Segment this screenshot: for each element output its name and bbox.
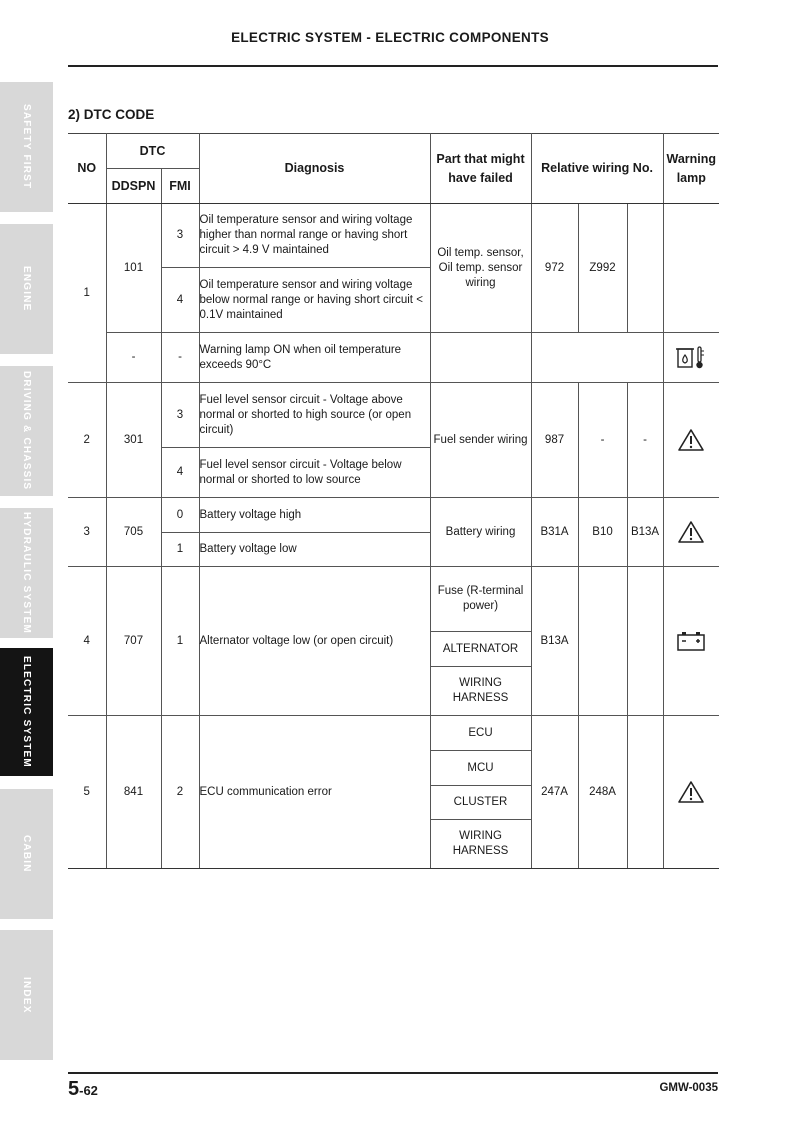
diagnosis-cell: ECU communication error	[199, 716, 430, 869]
row-no: 3	[68, 498, 106, 567]
tab-electric-system[interactable]	[0, 648, 53, 776]
page-number	[68, 1078, 98, 1101]
tab-safety-first[interactable]	[0, 82, 53, 212]
ddspn-cell: 101	[106, 204, 161, 333]
wiring-cell-1: B13A	[531, 567, 578, 716]
chapter-tabs	[0, 0, 53, 1124]
wiring-cell-3	[627, 567, 663, 716]
diagnosis-cell: Oil temperature sensor and wiring voltage below normal range or having short circuit < 0.1V maintained	[199, 268, 430, 333]
tab-label: INDEX	[21, 976, 32, 1014]
page-chapter-number: 5	[68, 1078, 80, 1100]
lamp-cell	[663, 383, 719, 498]
fmi-cell: 2	[161, 716, 199, 869]
document-code: GMW-0035	[659, 1082, 718, 1094]
wiring-cell-2: Z992	[578, 204, 627, 333]
page-header-title: ELECTRIC SYSTEM - ELECTRIC COMPONENTS	[231, 30, 549, 45]
part-cell: Oil temp. sensor, Oil temp. sensor wiring	[430, 204, 531, 333]
ddspn-cell: -	[106, 333, 161, 383]
tab-index[interactable]	[0, 930, 53, 1060]
table-row	[68, 383, 719, 448]
wiring-cell-1: 247A	[531, 716, 578, 869]
header-dtc: DTC	[106, 134, 199, 169]
fmi-cell: 3	[161, 383, 199, 448]
part-cell: Battery wiring	[430, 498, 531, 567]
header-diagnosis: Diagnosis	[199, 134, 430, 204]
table-row	[68, 204, 719, 268]
warning-triangle-icon	[677, 520, 705, 544]
lamp-cell	[663, 333, 719, 383]
diagnosis-cell: Battery voltage high	[199, 498, 430, 533]
part-cell: Fuel sender wiring	[430, 383, 531, 498]
wiring-cell-2	[578, 567, 627, 716]
wiring-cell	[531, 333, 663, 383]
tab-cabin[interactable]	[0, 789, 53, 919]
tab-label: CABIN	[21, 835, 32, 873]
tab-hydraulic-system[interactable]	[0, 508, 53, 638]
dtc-table	[68, 133, 719, 869]
tab-driving-chassis[interactable]	[0, 366, 53, 496]
warning-triangle-icon	[677, 780, 705, 804]
header-relative-wiring: Relative wiring No.	[531, 134, 663, 204]
ddspn-cell: 707	[106, 567, 161, 716]
fmi-cell: 1	[161, 567, 199, 716]
wiring-cell-1: 987	[531, 383, 578, 498]
fmi-cell: 3	[161, 204, 199, 268]
diagnosis-cell: Battery voltage low	[199, 533, 430, 567]
section-title: 2) DTC CODE	[68, 107, 155, 122]
table-row	[68, 333, 719, 383]
part-cell: WIRING HARNESS	[430, 667, 531, 716]
wiring-cell-2: B10	[578, 498, 627, 567]
ddspn-cell: 705	[106, 498, 161, 567]
header-ddspn: DDSPN	[106, 169, 161, 204]
lamp-cell	[663, 567, 719, 716]
lamp-cell	[663, 204, 719, 333]
fmi-cell: 0	[161, 498, 199, 533]
fmi-cell: 1	[161, 533, 199, 567]
part-cell: MCU	[430, 751, 531, 786]
wiring-cell-3	[627, 204, 663, 333]
battery-charge-icon	[676, 630, 706, 652]
oil-temperature-warning-icon	[676, 345, 706, 371]
header-divider	[68, 65, 718, 67]
diagnosis-cell: Fuel level sensor circuit - Voltage below normal or shorted to low source	[199, 448, 430, 498]
wiring-cell-1: 972	[531, 204, 578, 333]
header-fmi: FMI	[161, 169, 199, 204]
table-row	[68, 498, 719, 533]
header-no: NO	[68, 134, 106, 204]
tab-label: SAFETY FIRST	[21, 104, 32, 190]
wiring-cell-1: B31A	[531, 498, 578, 567]
tab-label: DRIVING & CHASSIS	[21, 371, 32, 491]
tab-label: HYDRAULIC SYSTEM	[21, 512, 32, 634]
warning-triangle-icon	[677, 428, 705, 452]
wiring-cell-3	[627, 716, 663, 869]
part-cell: Fuse (R-terminal power)	[430, 567, 531, 632]
row-no: 1	[68, 204, 106, 383]
header-part-failed: Part that might have failed	[430, 134, 531, 204]
table-row	[68, 716, 719, 751]
fmi-cell: 4	[161, 268, 199, 333]
lamp-cell	[663, 498, 719, 567]
diagnosis-cell: Warning lamp ON when oil temperature exceeds 90°C	[199, 333, 430, 383]
wiring-cell-3: B13A	[627, 498, 663, 567]
header-warning-lamp: Warning lamp	[663, 134, 719, 204]
wiring-cell-2: 248A	[578, 716, 627, 869]
part-cell: ECU	[430, 716, 531, 751]
page-sub-number: -62	[79, 1083, 98, 1098]
wiring-cell-3: -	[627, 383, 663, 498]
tab-label: ELECTRIC SYSTEM	[21, 656, 32, 768]
diagnosis-cell: Alternator voltage low (or open circuit)	[199, 567, 430, 716]
part-cell: WIRING HARNESS	[430, 820, 531, 869]
diagnosis-cell: Fuel level sensor circuit - Voltage above normal or shorted to high source (or open circuit)	[199, 383, 430, 448]
fmi-cell: -	[161, 333, 199, 383]
ddspn-cell: 841	[106, 716, 161, 869]
table-row	[68, 567, 719, 632]
footer-divider	[68, 1072, 718, 1074]
part-cell: CLUSTER	[430, 786, 531, 820]
diagnosis-cell: Oil temperature sensor and wiring voltage higher than normal range or having short circuit > 4.9 V maintained	[199, 204, 430, 268]
row-no: 2	[68, 383, 106, 498]
lamp-cell	[663, 716, 719, 869]
row-no: 5	[68, 716, 106, 869]
tab-engine[interactable]	[0, 224, 53, 354]
row-no: 4	[68, 567, 106, 716]
part-cell	[430, 333, 531, 383]
part-cell: ALTERNATOR	[430, 632, 531, 667]
tab-label: ENGINE	[21, 266, 32, 312]
fmi-cell: 4	[161, 448, 199, 498]
ddspn-cell: 301	[106, 383, 161, 498]
wiring-cell-2: -	[578, 383, 627, 498]
